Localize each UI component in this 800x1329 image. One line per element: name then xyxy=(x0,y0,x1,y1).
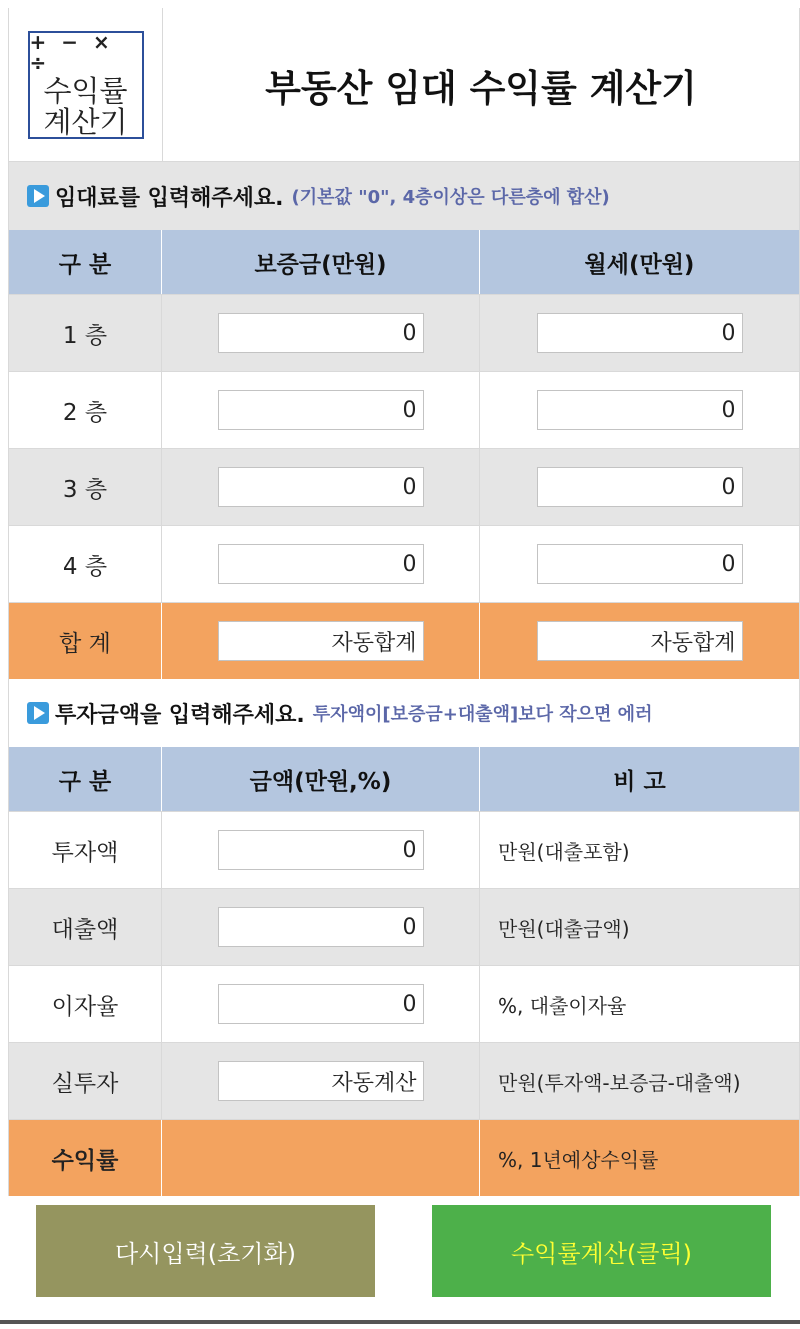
table-row-floor-4 xyxy=(9,525,799,602)
monthly-cell xyxy=(480,603,799,679)
invest-section-header xyxy=(9,679,799,747)
table-row-yield xyxy=(9,1119,799,1196)
table-row-floor-1 xyxy=(9,294,799,371)
table-row-investment xyxy=(9,811,799,888)
monthly-cell xyxy=(480,372,799,448)
row-label: 대출액 xyxy=(9,889,162,965)
table-row-floor-2 xyxy=(9,371,799,448)
deposit-cell xyxy=(162,603,480,679)
table-row-loan xyxy=(9,888,799,965)
remark-cell: %, 1년예상수익률 xyxy=(498,1147,659,1172)
loan-input[interactable] xyxy=(218,907,424,947)
amount-cell xyxy=(162,812,480,888)
invest-section-title: 투자금액을 입력해주세요. xyxy=(55,702,305,728)
column-header-amount: 금액(만원,%) xyxy=(162,747,480,811)
monthly-cell xyxy=(480,526,799,602)
floor2-monthly-input[interactable] xyxy=(537,390,743,430)
calculator-frame xyxy=(8,8,800,1196)
row-label: 3 층 xyxy=(9,449,162,525)
floor1-deposit-input[interactable] xyxy=(218,313,424,353)
deposit-cell xyxy=(162,295,480,371)
invest-table-header xyxy=(9,747,799,811)
calculate-button[interactable]: 수익률계산(클릭) xyxy=(432,1205,771,1297)
play-icon xyxy=(27,185,49,207)
page-title: 부동산 임대 수익률 계산기 xyxy=(265,66,697,110)
total-monthly-field xyxy=(537,621,743,661)
table-row-total xyxy=(9,602,799,679)
rent-section-title: 임대료를 입력해주세요. xyxy=(55,185,284,211)
actual-investment-field xyxy=(218,1061,424,1101)
amount-cell xyxy=(162,1043,480,1119)
reset-button[interactable]: 다시입력(초기화) xyxy=(36,1205,375,1297)
row-label: 2 층 xyxy=(9,372,162,448)
amount-cell xyxy=(162,889,480,965)
row-label: 1 층 xyxy=(9,295,162,371)
deposit-cell xyxy=(162,526,480,602)
column-header-deposit: 보증금(만원) xyxy=(162,230,480,294)
investment-input[interactable] xyxy=(218,830,424,870)
page-header xyxy=(9,8,799,162)
floor4-monthly-input[interactable] xyxy=(537,544,743,584)
yield-value xyxy=(162,1120,480,1196)
interest-rate-input[interactable] xyxy=(218,984,424,1024)
calculator-logo xyxy=(28,31,144,139)
remark-cell: 만원(투자액-보증금-대출액) xyxy=(498,1070,741,1095)
remark-cell: 만원(대출포함) xyxy=(498,839,630,864)
title-cell xyxy=(163,8,799,161)
column-header-remark: 비 고 xyxy=(613,768,666,795)
row-label: 합 계 xyxy=(9,603,162,679)
rent-table-header xyxy=(9,230,799,294)
math-operators-icon: + − × ÷ xyxy=(29,30,114,76)
floor2-deposit-input[interactable] xyxy=(218,390,424,430)
floor1-monthly-input[interactable] xyxy=(537,313,743,353)
rent-section-note: (기본값 "0", 4층이상은 다른층에 합산) xyxy=(291,187,610,208)
column-header-monthly: 월세(만원) xyxy=(584,251,695,278)
row-label: 이자율 xyxy=(9,966,162,1042)
floor3-monthly-input[interactable] xyxy=(537,467,743,507)
deposit-cell xyxy=(162,449,480,525)
column-header-category: 구 분 xyxy=(9,747,162,811)
logo-text-line2: 계산기 xyxy=(43,104,128,139)
amount-cell xyxy=(162,966,480,1042)
table-row-actual-investment xyxy=(9,1042,799,1119)
remark-cell: %, 대출이자율 xyxy=(498,993,627,1018)
row-label: 4 층 xyxy=(9,526,162,602)
action-buttons xyxy=(0,1196,800,1298)
floor3-deposit-input[interactable] xyxy=(218,467,424,507)
total-deposit-field xyxy=(218,621,424,661)
row-label: 투자액 xyxy=(9,812,162,888)
row-label: 실투자 xyxy=(9,1043,162,1119)
table-row-floor-3 xyxy=(9,448,799,525)
floor4-deposit-input[interactable] xyxy=(218,544,424,584)
table-row-interest xyxy=(9,965,799,1042)
monthly-cell xyxy=(480,449,799,525)
deposit-cell xyxy=(162,372,480,448)
monthly-cell xyxy=(480,295,799,371)
invest-section-note: 투자액이[보증금+대출액]보다 작으면 에러 xyxy=(312,704,653,725)
remark-cell: 만원(대출금액) xyxy=(498,916,630,941)
row-label: 수익률 xyxy=(9,1120,162,1196)
rent-section-header xyxy=(9,162,799,230)
logo-text-line1: 수익률 xyxy=(43,74,128,109)
column-header-category: 구 분 xyxy=(9,230,162,294)
logo-cell xyxy=(9,8,163,161)
bottom-divider xyxy=(0,1320,800,1324)
play-icon xyxy=(27,702,49,724)
